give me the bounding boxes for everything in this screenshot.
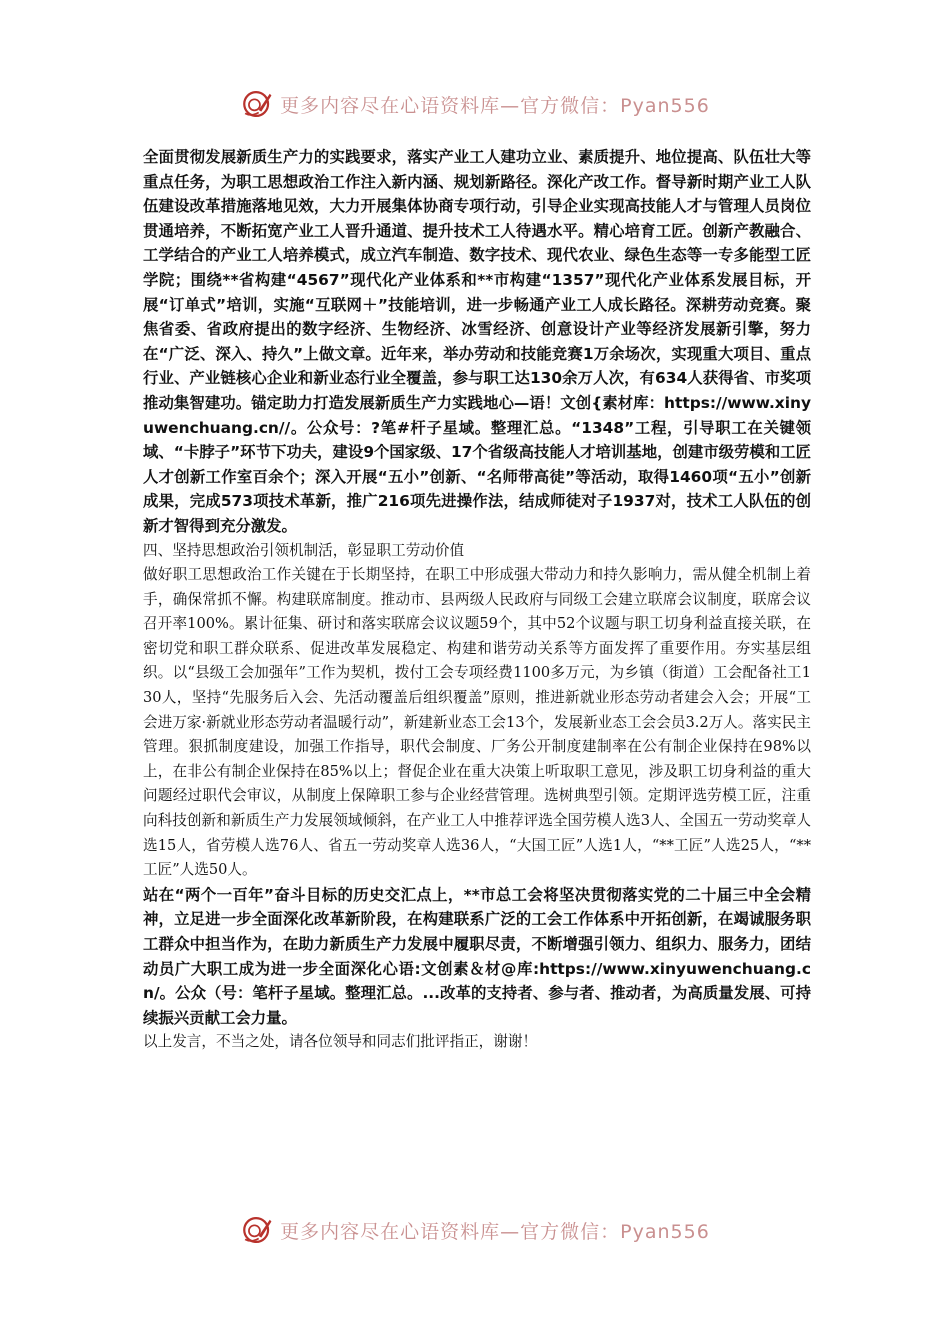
- writing-hand-logo-icon: [240, 87, 274, 121]
- section-heading-four: 四、坚持思想政治引领机制活，彰显职工劳动价值: [143, 541, 465, 559]
- writing-hand-logo-icon: [240, 1213, 274, 1247]
- footer-banner-text: 更多内容尽在心语资料库—官方微信：Pyan556: [280, 1220, 710, 1243]
- header-banner-text: 更多内容尽在心语资料库—官方微信：Pyan556: [280, 94, 710, 117]
- closing-remark: 以上发言，不当之处，请各位领导和同志们批评指正，谢谢！: [143, 1033, 538, 1051]
- paragraph-industrial-workers: 全面贯彻发展新质生产力的实践要求，落实产业工人建功立业、素质提升、地位提高、队伍壮大等重点任务，为职工思想政治工作注入新内涵、规划新路径。深化产改工作。督导新时期产业工人队伍建设改革措施落地见效，大力开展集体协商专项行动，引导企业实现高技能人才与管理人员岗位贯通培养，不断拓宽产业工人晋升通道、提升技术工人待遇水平。精心培育工匠。创新产教融合、工学结合的产业工人培养模式，成立汽车制造、数字技术、现代农业、绿色生态等一专多能型工匠学院；围绕**省构建“4567”现代化产业体系和**市构建“1357”现代化产业体系发展目标，开展“订单式”培训，实施“互联网＋”技能培训，进一步畅通产业工人成长路径。深耕劳动竞赛。聚焦省委、省政府提出的数字经济、生物经济、冰雪经济、创意设计产业等经济发展新引擎，努力在“广泛、深入、持久”上做文章。近年来，举办劳动和技能竞赛1万余场次，实现重大项目、重点行业、产业链核心企业和新业态行业全覆盖，参与职工达130余万人次，有634人获得省、市奖项推动集智建功。锚定助力打造发展新质生产力实践地心—语！文创{素材库：https://www.xinyuwenchuang.cn//。公众号：?笔#杆子星域。整理汇总。“1348”工程，引导职工在关键领域、“卡脖子”环节下功夫，建设9个国家级、17个省级高技能人才培训基地，创建市级劳模和工匠人才创新工作室百余个；深入开展“五小”创新、“名师带高徒”等活动，取得1460项“五小”创新成果，完成573项技术革新，推广216项先进操作法，结成师徒对子1937对，技术工人队伍的创新才智得到充分激发。: [143, 148, 811, 535]
- paragraph-mechanism: 做好职工思想政治工作关键在于长期坚持，在职工中形成强大带动力和持久影响力，需从健全机制上着手，确保常抓不懈。构建联席制度。推动市、县两级人民政府与同级工会建立联席会议制度，联席会议召开率100%。累计征集、研讨和落实联席会议议题59个，其中52个议题与职工切身利益直接关联，在密切党和职工群众联系、促进改革发展稳定、构建和谐劳动关系等方面发挥了重要作用。夯实基层组织。以“县级工会加强年”工作为契机，拨付工会专项经费1100多万元，为乡镇（街道）工会配备社工130人，坚持“先服务后入会、先活动覆盖后组织覆盖”原则，推进新就业形态劳动者建会入会；开展“工会进万家·新就业形态劳动者温暖行动”，新建新业态工会13个，发展新业态工会会员3.2万人。落实民主管理。狠抓制度建设，加强工作指导，职代会制度、厂务公开制度建制率在公有制企业保持在98%以上，在非公有制企业保持在85%以上；督促企业在重大决策上听取职工意见，涉及职工切身利益的重大问题经过职代会审议，从制度上保障职工参与企业经营管理。选树典型引领。定期评选劳模工匠，注重向科技创新和新质生产力发展领域倾斜，在产业工人中推荐评选全国劳模人选3人、全国五一劳动奖章人选15人，省劳模人选76人、省五一劳动奖章人选36人，“大国工匠”人选1人，“**工匠”人选25人，“**工匠”人选50人。: [143, 566, 811, 879]
- footer-banner: [0, 1208, 950, 1252]
- paragraph-conclusion: 站在“两个一百年”奋斗目标的历史交汇点上，**市总工会将坚决贯彻落实党的二十届三中全会精神，立足进一步全面深化改革新阶段，在构建联系广泛的工会工作体系中开拓创新，在竭诚服务职工群众中担当作为，在助力新质生产力发展中履职尽责，不断增强引领力、组织力、服务力，团结动员广大职工成为进一步全面深化心语:文创素＆材@库:https://www.xinyuwenchuang.cn/。公众（号：笔杆子星域。整理汇总。...改革的支持者、参与者、推动者，为高质量发展、可持续振兴贡献工会力量。: [143, 885, 811, 1027]
- document-body: [143, 145, 811, 1055]
- header-banner: [0, 82, 950, 126]
